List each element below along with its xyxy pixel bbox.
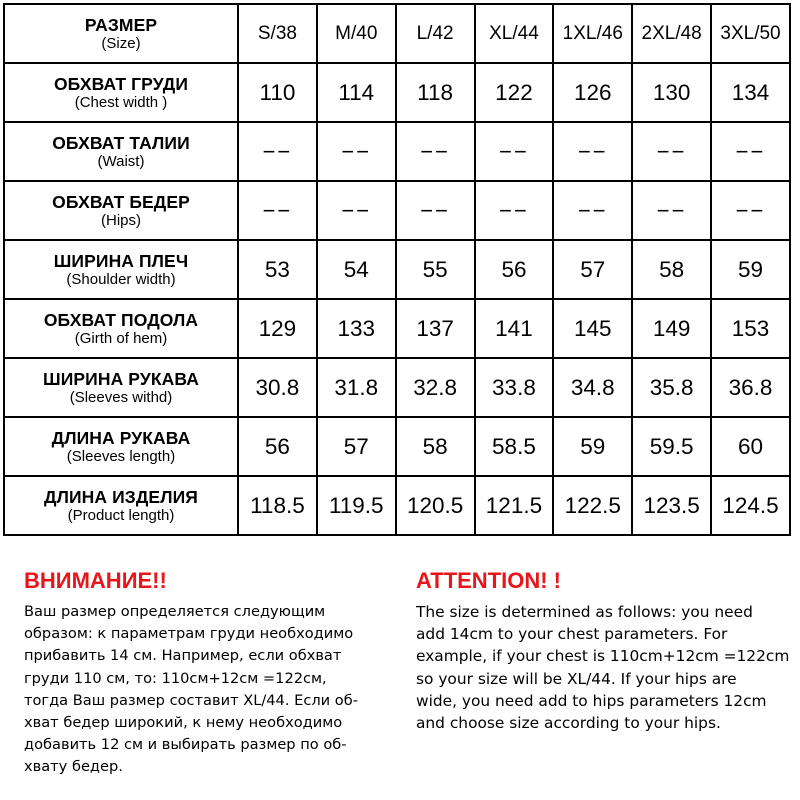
value-cell: 122.5: [553, 476, 632, 535]
value-cell: 31.8: [317, 358, 396, 417]
value-cell: 58: [632, 240, 711, 299]
table-row: [4, 63, 790, 122]
value-cell: 118.5: [238, 476, 317, 535]
value-cell: 118: [396, 63, 475, 122]
row-label-ru: ДЛИНА РУКАВА: [51, 427, 191, 448]
value-cell: −−: [396, 122, 475, 181]
row-label-en: (Hips): [101, 211, 141, 229]
size-header-cell: L/42: [396, 4, 475, 63]
row-label-cell: [4, 299, 238, 358]
value-cell: 57: [553, 240, 632, 299]
value-cell: −−: [396, 181, 475, 240]
size-header-cell: 3XL/50: [711, 4, 790, 63]
value-cell: 130: [632, 63, 711, 122]
value-cell: 137: [396, 299, 475, 358]
value-cell: −−: [238, 181, 317, 240]
row-label-cell: [4, 417, 238, 476]
value-cell: 149: [632, 299, 711, 358]
row-label-en: (Shoulder width): [66, 270, 176, 288]
row-label-en: (Waist): [97, 152, 145, 170]
value-cell: 56: [475, 240, 554, 299]
table-row: [4, 181, 790, 240]
value-cell: 53: [238, 240, 317, 299]
row-label-ru: ДЛИНА ИЗДЕЛИЯ: [44, 486, 198, 507]
table-row: [4, 476, 790, 535]
row-label-ru: ОБХВАТ ТАЛИИ: [52, 132, 190, 153]
table-header-row: [4, 4, 790, 63]
value-cell: 33.8: [475, 358, 554, 417]
table-row: [4, 358, 790, 417]
value-cell: 123.5: [632, 476, 711, 535]
row-label-cell: [4, 63, 238, 122]
table-row: [4, 417, 790, 476]
value-cell: 58: [396, 417, 475, 476]
value-cell: 57: [317, 417, 396, 476]
value-cell: 35.8: [632, 358, 711, 417]
value-cell: 114: [317, 63, 396, 122]
value-cell: 59: [553, 417, 632, 476]
size-header-cell: M/40: [317, 4, 396, 63]
value-cell: −−: [632, 181, 711, 240]
value-cell: 122: [475, 63, 554, 122]
row-label-cell: [4, 476, 238, 535]
row-label-ru: ОБХВАТ БЕДЕР: [52, 191, 190, 212]
value-cell: −−: [632, 122, 711, 181]
value-cell: 145: [553, 299, 632, 358]
value-cell: −−: [553, 181, 632, 240]
value-cell: 120.5: [396, 476, 475, 535]
value-cell: 110: [238, 63, 317, 122]
row-label-en: (Sleeves withd): [69, 388, 173, 406]
size-chart-table: [3, 3, 791, 536]
value-cell: 58.5: [475, 417, 554, 476]
size-chart-body: [4, 4, 790, 535]
value-cell: 32.8: [396, 358, 475, 417]
row-label-en: (Chest width ): [74, 93, 168, 111]
note-body-en: The size is determined as follows: you need add 14cm to your chest parameters. For example, if your chest is 110cm+12cm =122cm so your size will be XL/44. If your hips are wide, you need add to hips parameters 12cm and choose size according to your hips.: [416, 603, 790, 733]
value-cell: 54: [317, 240, 396, 299]
value-cell: 153: [711, 299, 790, 358]
value-cell: 124.5: [711, 476, 790, 535]
row-label-cell: [4, 181, 238, 240]
note-body-ru: Ваш размер определяется следующим образом: к параметрам груди необходимо прибавить 14 см. Например, если обхват груди 110 см, то: 110см+12см =122см, тогда Ваш размер составит XL/44. Если об- хват бедер широкий, к нему необходимо добавить 12 см и выбирать размер по об- хвату бедер.: [24, 603, 359, 776]
row-label-cell: [4, 358, 238, 417]
value-cell: −−: [711, 181, 790, 240]
note-russian: [24, 567, 404, 779]
value-cell: 60: [711, 417, 790, 476]
value-cell: 119.5: [317, 476, 396, 535]
value-cell: 59.5: [632, 417, 711, 476]
row-label-ru: ШИРИНА ПЛЕЧ: [53, 250, 189, 271]
size-label-en: (Size): [101, 34, 141, 52]
value-cell: −−: [475, 122, 554, 181]
size-label-ru: РАЗМЕР: [84, 14, 158, 35]
table-row: [4, 240, 790, 299]
value-cell: 56: [238, 417, 317, 476]
value-cell: −−: [317, 181, 396, 240]
row-label-cell: [4, 122, 238, 181]
value-cell: −−: [711, 122, 790, 181]
value-cell: −−: [317, 122, 396, 181]
table-row: [4, 122, 790, 181]
value-cell: 34.8: [553, 358, 632, 417]
value-cell: 126: [553, 63, 632, 122]
table-row: [4, 299, 790, 358]
value-cell: −−: [238, 122, 317, 181]
note-title-en: ATTENTION! !: [416, 568, 562, 593]
value-cell: 129: [238, 299, 317, 358]
value-cell: 55: [396, 240, 475, 299]
value-cell: −−: [553, 122, 632, 181]
value-cell: 133: [317, 299, 396, 358]
value-cell: −−: [475, 181, 554, 240]
size-header-cell: S/38: [238, 4, 317, 63]
note-english: [416, 567, 796, 734]
value-cell: 121.5: [475, 476, 554, 535]
row-label-ru: ШИРИНА РУКАВА: [43, 368, 199, 389]
value-cell: 141: [475, 299, 554, 358]
size-header-cell: 1XL/46: [553, 4, 632, 63]
row-label-en: (Girth of hem): [74, 329, 168, 347]
size-header-cell: XL/44: [475, 4, 554, 63]
value-cell: 134: [711, 63, 790, 122]
row-label-en: (Sleeves length): [66, 447, 176, 465]
note-title-ru: ВНИМАНИЕ!!: [24, 568, 167, 593]
value-cell: 30.8: [238, 358, 317, 417]
row-label-ru: ОБХВАТ ГРУДИ: [53, 73, 189, 94]
row-label-ru: ОБХВАТ ПОДОЛА: [43, 309, 199, 330]
row-label-cell: [4, 240, 238, 299]
value-cell: 36.8: [711, 358, 790, 417]
value-cell: 59: [711, 240, 790, 299]
size-header-cell: 2XL/48: [632, 4, 711, 63]
size-label-cell: [4, 4, 238, 63]
row-label-en: (Product length): [67, 506, 175, 524]
